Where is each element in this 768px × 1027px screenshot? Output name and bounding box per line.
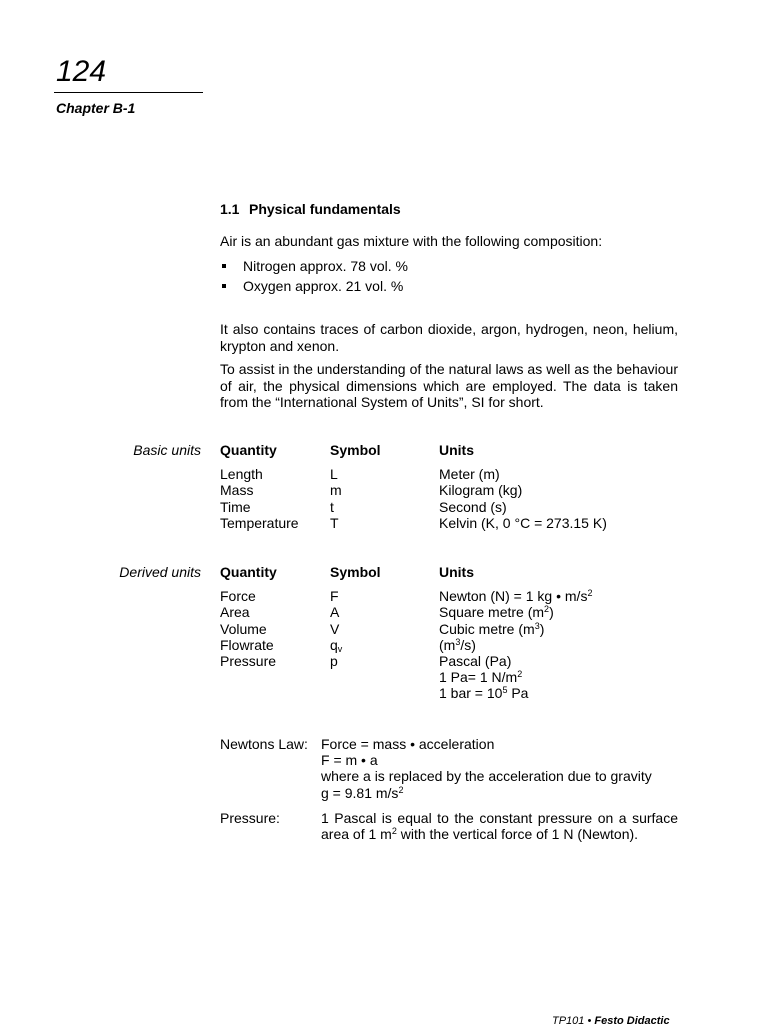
- table-row: [220, 499, 690, 515]
- table-header-row: [220, 564, 690, 588]
- table-row: [220, 621, 690, 637]
- pressure-note: 1 bar = $10^5$ Pa: [439, 685, 529, 702]
- basic-units-label: Basic units: [133, 442, 201, 458]
- newtons-law-line: where a is replaced by the acceleration due to gravity: [321, 768, 652, 785]
- quantity-cell: Force: [220, 588, 256, 605]
- table-row: [220, 466, 690, 482]
- derived-units-label: Derived units: [119, 564, 201, 580]
- quantity-cell: Mass: [220, 482, 254, 499]
- table-row: [220, 588, 690, 604]
- table-row: [220, 669, 690, 685]
- units-cell: Kilogram (kg): [439, 482, 523, 499]
- units-cell: $(m^3/s)$: [439, 636, 476, 653]
- column-header-units: Units: [439, 564, 474, 580]
- basic-units-table: [220, 442, 690, 531]
- symbol-cell: A: [330, 604, 340, 621]
- units-cell: Pascal (Pa): [439, 653, 512, 670]
- symbol-cell: F: [330, 588, 339, 605]
- units-cell: Newton (N) = 1 kg • $m/s^2$: [439, 588, 593, 605]
- symbol-cell: t: [330, 498, 334, 515]
- table-row: [220, 515, 690, 531]
- page-number: 124: [56, 55, 107, 88]
- table-row: [220, 685, 690, 701]
- chapter-title: Chapter B-1: [56, 100, 136, 116]
- table-header-row: [220, 442, 690, 466]
- symbol-cell: m: [330, 482, 342, 499]
- section-title: Physical fundamentals: [249, 201, 401, 217]
- symbol-cell: L: [330, 466, 338, 483]
- composition-list: [220, 256, 408, 296]
- units-cell: Kelvin (K, 0 °C = 273.15 K): [439, 514, 607, 531]
- newtons-law-line: g = 9.81 $m/s^2$: [321, 784, 404, 801]
- table-row: [220, 482, 690, 498]
- column-header-symbol: Symbol: [330, 442, 381, 458]
- newtons-law-body: [321, 736, 678, 801]
- quantity-cell: Volume: [220, 620, 267, 637]
- derived-units-table: [220, 564, 690, 702]
- intro-paragraph: Air is an abundant gas mixture with the following composition:: [220, 233, 603, 249]
- quantity-cell: Length: [220, 466, 263, 483]
- units-cell: Square metre $(m^2)$: [439, 604, 554, 621]
- column-header-units: Units: [439, 442, 474, 458]
- table-row: [220, 653, 690, 669]
- list-item: Oxygen approx. 21 vol. %: [220, 276, 408, 296]
- quantity-cell: Pressure: [220, 653, 277, 670]
- newtons-law-line: Force = mass • acceleration: [321, 736, 495, 752]
- quantity-cell: Time: [220, 498, 251, 515]
- list-item: Nitrogen approx. 78 vol. %: [220, 256, 408, 276]
- column-header-symbol: Symbol: [330, 564, 381, 580]
- pressure-definition: 1 Pascal is equal to the constant pressure on a surface area of 1 $m^2$ with the vertical force of 1 N (Newton).: [321, 810, 678, 843]
- page-footer: TP101 • Festo Didactic: [552, 1015, 670, 1027]
- section-number: 1.1: [220, 201, 240, 217]
- pressure-label: Pressure:: [220, 810, 280, 826]
- symbol-cell: V: [330, 620, 340, 637]
- section-heading: [220, 201, 401, 217]
- table-row: [220, 604, 690, 620]
- column-header-quantity: Quantity: [220, 442, 277, 458]
- quantity-cell: Area: [220, 604, 250, 621]
- newtons-law-label: Newtons Law:: [220, 736, 308, 752]
- symbol-cell: T: [330, 514, 339, 531]
- si-paragraph: To assist in the understanding of the natural laws as well as the behaviour of air, the physical dimensions which are employed. The data is taken from the “International System of Units”, SI for short.: [220, 361, 678, 410]
- units-cell: Cubic metre $(m^3)$: [439, 620, 545, 637]
- units-cell: Meter (m): [439, 466, 500, 483]
- symbol-cell: $q_v$: [330, 636, 343, 654]
- quantity-cell: Flowrate: [220, 636, 274, 653]
- traces-paragraph: It also contains traces of carbon dioxide, argon, hydrogen, neon, helium, krypton and xenon.: [220, 321, 678, 354]
- table-row: [220, 637, 690, 653]
- column-header-quantity: Quantity: [220, 564, 277, 580]
- header-rule: [54, 92, 203, 93]
- quantity-cell: Temperature: [220, 514, 299, 531]
- newtons-law-line: F = m • a: [321, 752, 378, 769]
- pressure-note: 1 Pa= 1 $N/m^2$: [439, 669, 523, 686]
- units-cell: Second (s): [439, 498, 507, 515]
- symbol-cell: p: [330, 653, 338, 670]
